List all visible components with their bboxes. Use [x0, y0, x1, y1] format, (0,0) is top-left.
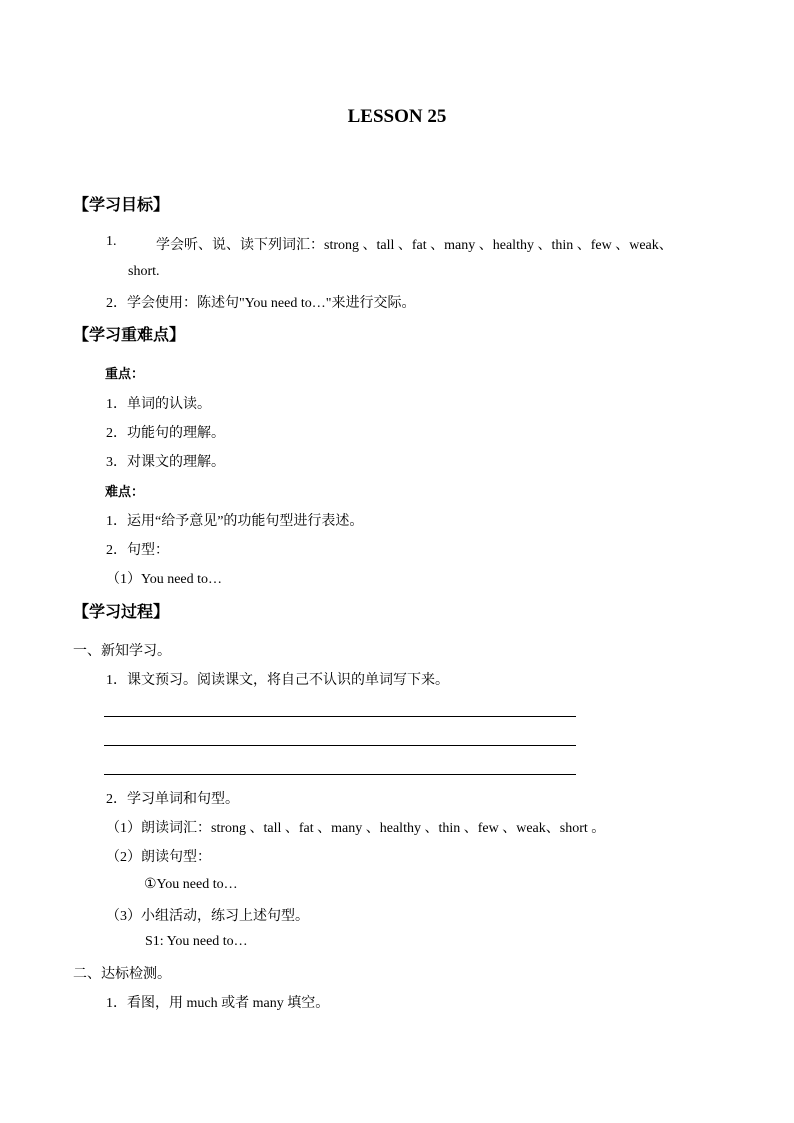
answer-line-2 [104, 745, 576, 746]
part-1-sub-2-example: ①You need to… [144, 877, 238, 892]
objective-item-1-continuation: short. [128, 264, 160, 279]
section-heading-objectives: 【学习目标】 [73, 195, 170, 214]
part-1-sub-1: （1）朗读词汇：strong 、tall 、fat 、many 、healthy 、thin 、few 、weak、short 。 [106, 821, 606, 836]
part-1-heading: 一、新知学习。 [73, 644, 171, 659]
part-1-sub-2: （2）朗读句型： [106, 850, 211, 865]
objective-item-1: 学会听、说、读下列词汇：strong 、tall 、fat 、many 、healthy 、thin 、few 、weak、 [156, 238, 673, 253]
difficult-point-2-pattern: （1）You need to… [106, 572, 223, 587]
answer-line-1 [104, 716, 576, 717]
key-point-2: 2．功能句的理解。 [106, 426, 225, 441]
answer-line-3 [104, 774, 576, 775]
objective-item-2: 2．学会使用：陈述句"You need to…"来进行交际。 [106, 296, 416, 311]
part-2-item-1: 1．看图，用 much 或者 many 填空。 [106, 996, 330, 1011]
key-point-1: 1．单词的认读。 [106, 397, 211, 412]
part-1-sub-3-example: S1: You need to… [145, 934, 248, 949]
page-title: LESSON 25 [347, 106, 447, 127]
part-1-item-1: 1．课文预习。阅读课文，将自己不认识的单词写下来。 [106, 673, 449, 688]
part-2-heading: 二、达标检测。 [73, 967, 171, 982]
section-heading-process: 【学习过程】 [73, 602, 170, 621]
difficult-point-1: 1．运用“给予意见”的功能句型进行表述。 [106, 514, 364, 529]
part-1-sub-3: （3）小组活动，练习上述句型。 [106, 909, 309, 924]
key-point-3: 3．对课文的理解。 [106, 455, 225, 470]
section-heading-key-difficult: 【学习重难点】 [73, 325, 186, 344]
difficult-point-2: 2．句型： [106, 543, 169, 558]
key-points-label: 重点： [105, 367, 145, 382]
difficult-points-label: 难点： [105, 485, 145, 500]
objective-item-1-number: 1. [106, 234, 117, 249]
part-1-item-2: 2．学习单词和句型。 [106, 792, 239, 807]
